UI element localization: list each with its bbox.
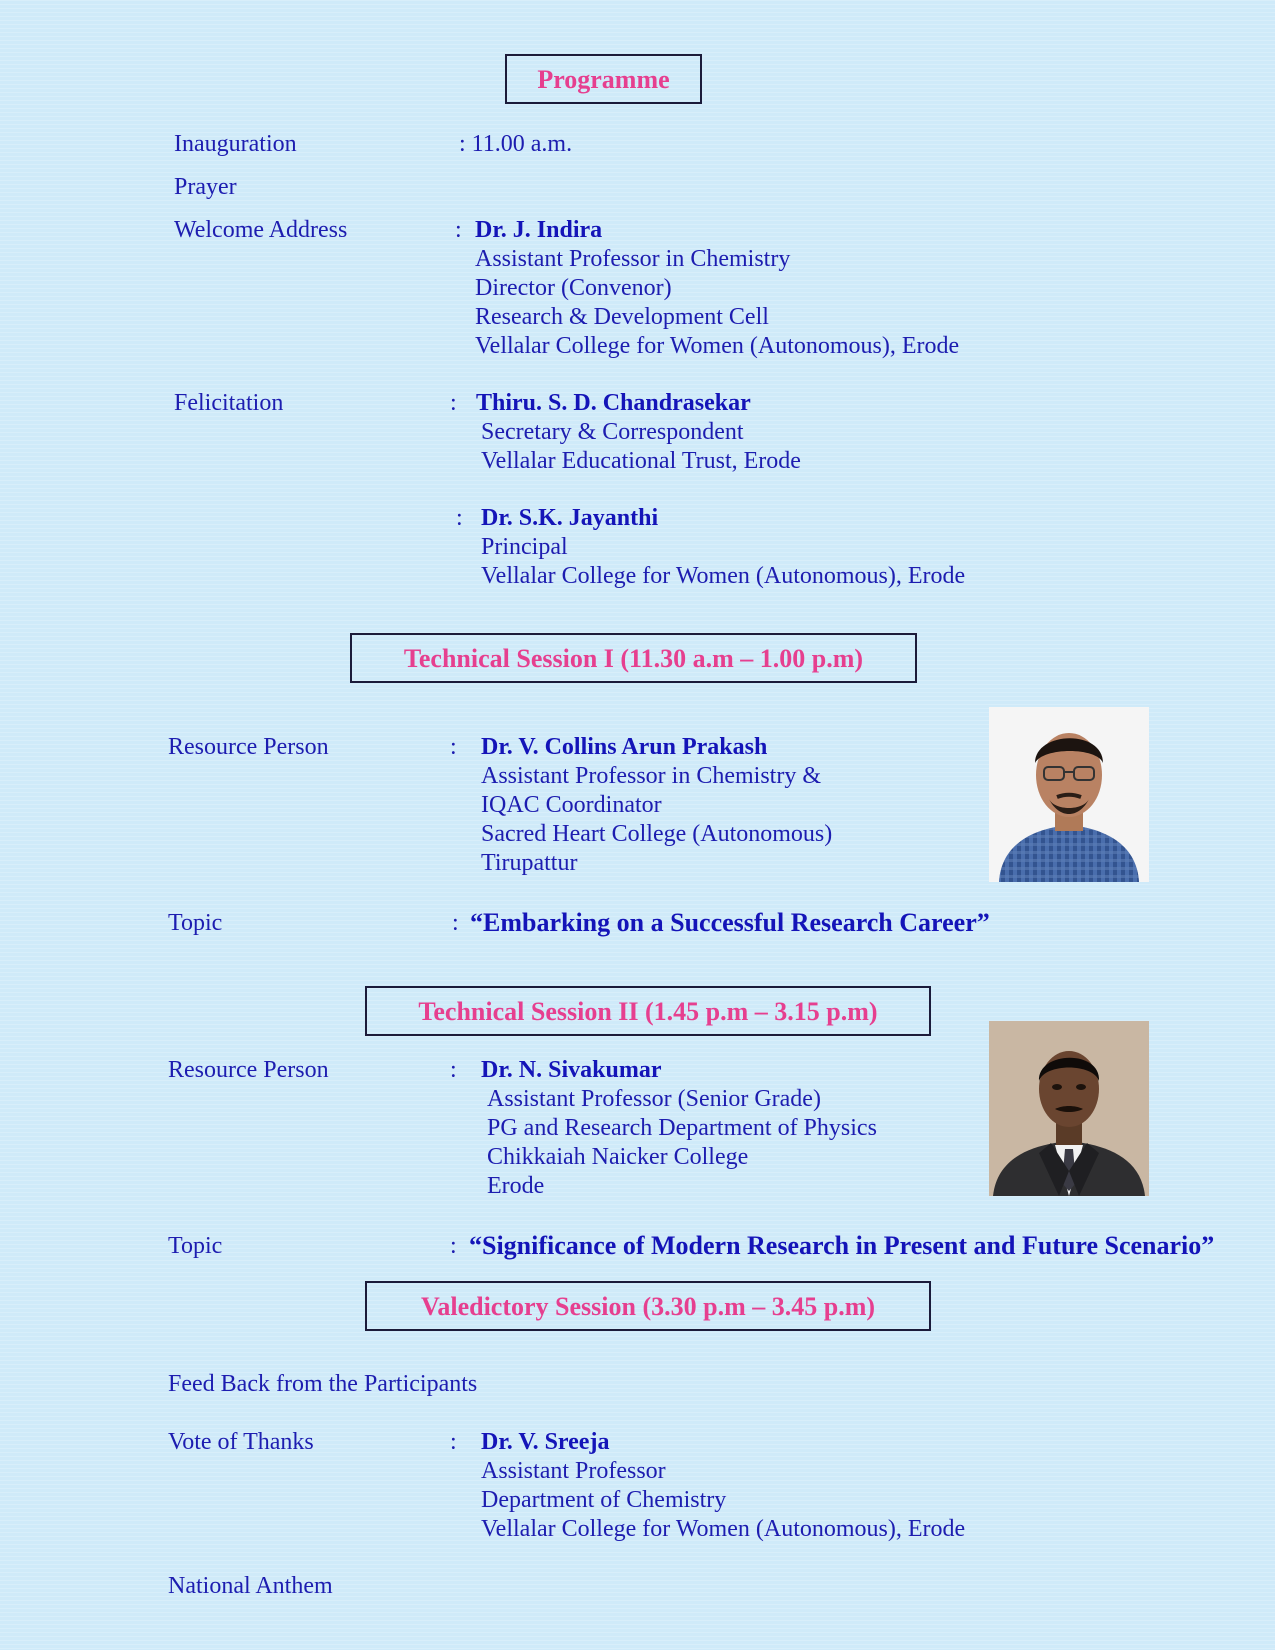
- programme-heading: [505, 54, 702, 104]
- session2-colon: :: [450, 1057, 457, 1083]
- national-anthem-label: National Anthem: [168, 1573, 333, 1599]
- felicitation-speaker: [476, 389, 801, 476]
- session2-heading: [365, 986, 931, 1036]
- felicitation-speaker-line: Principal: [481, 534, 568, 560]
- vote-of-thanks-colon: :: [450, 1429, 457, 1455]
- felicitation-speaker-name: Dr. S.K. Jayanthi: [481, 505, 659, 531]
- session1-colon: :: [450, 734, 457, 760]
- welcome-label: Welcome Address: [174, 217, 348, 243]
- session1-resource-label: Resource Person: [168, 734, 329, 760]
- session1-heading: [350, 633, 917, 683]
- felicitation-speaker-name: Thiru. S. D. Chandrasekar: [476, 390, 751, 416]
- session2-speaker-line: Erode: [487, 1173, 545, 1199]
- prayer-label: Prayer: [174, 174, 237, 200]
- session2-topic-label: Topic: [168, 1233, 223, 1259]
- session2-speaker-photo: [989, 1021, 1149, 1196]
- session2-resource-label: Resource Person: [168, 1057, 329, 1083]
- felicitation-speaker-line: Vellalar College for Women (Autonomous), Erode: [481, 563, 966, 589]
- session1-speaker-line: Assistant Professor in Chemistry &: [481, 763, 821, 789]
- vote-of-thanks-speaker-line: Assistant Professor: [481, 1458, 666, 1484]
- session2-speaker-line: Assistant Professor (Senior Grade): [487, 1086, 821, 1112]
- session1-topic-colon: :: [452, 910, 459, 936]
- session1-speaker-photo: [989, 707, 1149, 882]
- felicitation-colon: :: [450, 390, 457, 416]
- inauguration-time: : 11.00 a.m.: [459, 131, 573, 157]
- session1-title: Technical Session I (11.30 a.m – 1.00 p.m): [403, 643, 864, 673]
- session1-speaker-name: Dr. V. Collins Arun Prakash: [481, 734, 768, 760]
- welcome-speaker-line: Director (Convenor): [475, 275, 672, 301]
- welcome-speaker-name: Dr. J. Indira: [475, 217, 603, 243]
- felicitation-speaker: [481, 504, 965, 591]
- vote-of-thanks-label: Vote of Thanks: [168, 1429, 314, 1455]
- valedictory-heading: [365, 1281, 931, 1331]
- session2-topic-colon: :: [450, 1233, 457, 1259]
- vote-of-thanks-speaker-line: Department of Chemistry: [481, 1487, 727, 1513]
- welcome-speaker-line: Assistant Professor in Chemistry: [475, 246, 791, 272]
- vote-of-thanks-speaker-line: Vellalar College for Women (Autonomous), Erode: [481, 1516, 966, 1542]
- programme-title: Programme: [537, 64, 670, 94]
- session2-speaker: [481, 1056, 877, 1201]
- welcome-speaker: [475, 216, 959, 361]
- session1-speaker: [481, 733, 832, 878]
- felicitation-speaker-line: Secretary & Correspondent: [481, 419, 744, 445]
- valedictory-title: Valedictory Session (3.30 p.m – 3.45 p.m): [420, 1291, 876, 1321]
- session1-speaker-line: IQAC Coordinator: [481, 792, 662, 818]
- session1-topic: “Embarking on a Successful Research Career”: [470, 908, 990, 937]
- session1-topic-label: Topic: [168, 910, 223, 936]
- felicitation-colon: :: [456, 505, 463, 531]
- session2-speaker-line: PG and Research Department of Physics: [487, 1115, 877, 1141]
- feedback-label: Feed Back from the Participants: [168, 1371, 478, 1397]
- vote-of-thanks-speaker: [481, 1428, 965, 1544]
- session2-speaker-line: Chikkaiah Naicker College: [487, 1144, 749, 1170]
- session2-topic: “Significance of Modern Research in Present and Future Scenario”: [469, 1231, 1215, 1260]
- felicitation-label: Felicitation: [174, 390, 284, 416]
- inauguration-label: Inauguration: [174, 131, 297, 157]
- vote-of-thanks-speaker-name: Dr. V. Sreeja: [481, 1429, 610, 1455]
- welcome-colon: :: [455, 217, 462, 243]
- session1-speaker-line: Tirupattur: [481, 850, 578, 876]
- session2-speaker-name: Dr. N. Sivakumar: [481, 1057, 662, 1083]
- session2-title: Technical Session II (1.45 p.m – 3.15 p.m): [418, 996, 878, 1026]
- welcome-speaker-line: Research & Development Cell: [475, 304, 769, 330]
- session1-speaker-line: Sacred Heart College (Autonomous): [481, 821, 833, 847]
- welcome-speaker-line: Vellalar College for Women (Autonomous), Erode: [475, 333, 960, 359]
- felicitation-speaker-line: Vellalar Educational Trust, Erode: [481, 448, 801, 474]
